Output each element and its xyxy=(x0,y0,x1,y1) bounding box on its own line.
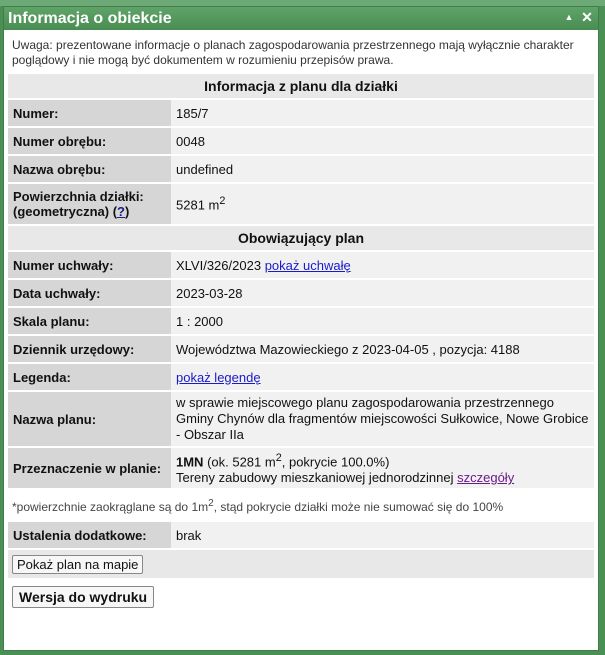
value-additional-provisions: brak xyxy=(176,527,202,543)
show-legend-link[interactable]: pokaż legendę xyxy=(176,369,261,385)
value-precinct-number: 0048 xyxy=(171,128,594,154)
row-precinct-number xyxy=(8,128,594,154)
label-area-line1: Powierzchnia działki: xyxy=(13,189,144,204)
section-parcel-title: Informacja z planu dla działki xyxy=(8,74,594,98)
value-area xyxy=(171,184,594,224)
value-scale: 1 : 2000 xyxy=(171,308,594,334)
footnote-sup: 2 xyxy=(208,498,214,509)
label-plan-name: Nazwa planu: xyxy=(8,392,171,446)
designation-area-prefix: (ok. 5281 m xyxy=(203,454,276,470)
section-plan-title: Obowiązujący plan xyxy=(8,226,594,250)
resolution-number-text: XLVI/326/2023 xyxy=(176,257,262,273)
row-resolution-number xyxy=(8,252,594,278)
value-resolution-number xyxy=(171,252,594,278)
dialog-titlebar[interactable] xyxy=(4,7,598,30)
show-resolution-link[interactable]: pokaż uchwałę xyxy=(264,257,351,273)
footnote-prefix: *powierzchnie zaokrąglane są do 1m xyxy=(12,500,209,514)
value-plan-name: w sprawie miejscowego planu zagospodarowania przestrzennego Gminy Chynów dla fragmentów miejscowości Sułkowice, Nowe Grobice - Obszar IIa xyxy=(171,392,594,446)
row-scale xyxy=(8,308,594,334)
value-number: 185/7 xyxy=(171,100,594,126)
label-resolution-date: Data uchwały: xyxy=(8,280,171,306)
value-designation xyxy=(171,448,594,488)
label-additional-provisions: Ustalenia dodatkowe: xyxy=(8,522,171,548)
value-resolution-date: 2023-03-28 xyxy=(171,280,594,306)
row-resolution-date xyxy=(8,280,594,306)
label-area-line2-suffix: ) xyxy=(124,204,130,219)
dialog-title: Informacja o obiekcie xyxy=(8,9,172,27)
value-area-number: 5281 m xyxy=(176,197,220,213)
value-journal: Województwa Mazowieckiego z 2023-04-05 , pozycja: 4188 xyxy=(171,336,594,362)
row-area xyxy=(8,184,594,224)
label-resolution-number: Numer uchwały: xyxy=(8,252,171,278)
area-rounding-footnote xyxy=(8,490,594,520)
designation-details-link[interactable]: szczegóły xyxy=(457,470,515,486)
row-number xyxy=(8,100,594,126)
row-precinct-name xyxy=(8,156,594,182)
section-parcel-header xyxy=(8,74,594,98)
section-plan-header xyxy=(8,226,594,250)
dialog-content xyxy=(4,30,598,608)
label-precinct-number: Numer obrębu: xyxy=(8,128,171,154)
row-legend xyxy=(8,364,594,390)
designation-area-sup: 2 xyxy=(275,451,282,464)
print-button-area xyxy=(8,578,594,608)
label-designation: Przeznaczenie w planie: xyxy=(8,448,171,488)
row-designation xyxy=(8,448,594,488)
designation-description: Tereny zabudowy mieszkaniowej jednorodzinnej xyxy=(176,470,458,486)
value-area-sup: 2 xyxy=(219,195,226,208)
value-precinct-name: undefined xyxy=(171,156,594,182)
value-legend xyxy=(171,364,594,390)
row-journal xyxy=(8,336,594,362)
object-info-dialog xyxy=(3,6,599,651)
close-icon[interactable]: ✕ xyxy=(581,9,593,25)
row-additional-provisions xyxy=(8,522,594,548)
label-journal: Dziennik urzędowy: xyxy=(8,336,171,362)
disclaimer-note: Uwaga: prezentowane informacje o planach zagospodarowania przestrzennego mają wyłącznie charakter poglądowy i nie mogą być dokumentem w rozumieniu przepisów prawa. xyxy=(12,38,574,67)
collapse-icon[interactable]: ▲ xyxy=(564,12,574,22)
dialog-controls xyxy=(562,10,594,24)
designation-area-suffix: , pokrycie 100.0%) xyxy=(281,454,390,470)
label-scale: Skala planu: xyxy=(8,308,171,334)
label-area xyxy=(8,184,171,224)
label-area-line2-prefix: (geometryczna) ( xyxy=(13,204,118,219)
footnote-suffix: , stąd pokrycie działki może nie sumować się do 100% xyxy=(213,500,504,514)
show-plan-on-map-button[interactable]: Pokaż plan na mapie xyxy=(12,555,143,574)
map-button-bar xyxy=(8,550,594,578)
label-legend: Legenda: xyxy=(8,364,171,390)
label-precinct-name: Nazwa obrębu: xyxy=(8,156,171,182)
row-plan-name xyxy=(8,392,594,446)
designation-code: 1MN xyxy=(176,454,204,470)
print-version-button[interactable]: Wersja do wydruku xyxy=(12,586,154,608)
info-table xyxy=(8,72,594,490)
label-number: Numer: xyxy=(8,100,171,126)
area-help-link[interactable]: ? xyxy=(117,204,125,219)
